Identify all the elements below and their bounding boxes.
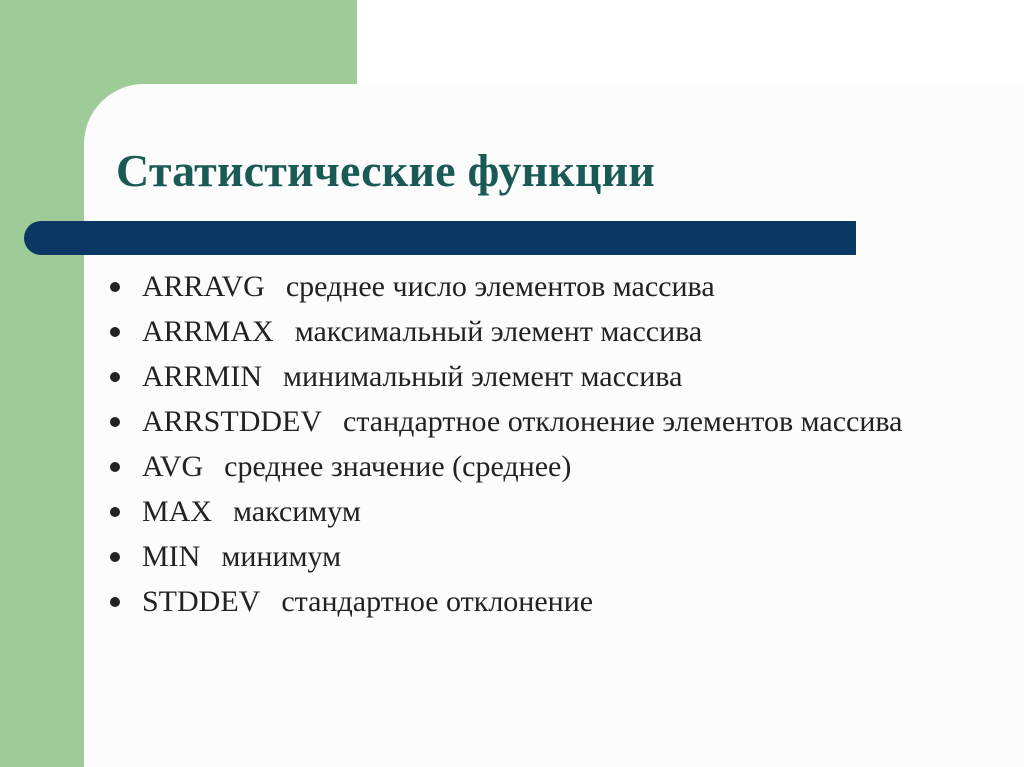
function-name: STDDEV	[142, 585, 261, 618]
function-name: ARRMIN	[142, 360, 263, 393]
function-name: ARRMAX	[142, 315, 274, 348]
bullet-icon	[110, 327, 120, 337]
list-item-arravg	[104, 268, 904, 305]
list-item-avg	[104, 448, 904, 485]
list-item-stddev	[104, 583, 904, 620]
function-name: ARRAVG	[142, 270, 265, 303]
bullet-icon	[110, 552, 120, 562]
list-item-arrstddev	[104, 403, 904, 440]
function-description: минимальный элемент массива	[283, 360, 683, 393]
list-item-arrmax	[104, 313, 904, 350]
bullet-icon	[110, 507, 120, 517]
bullet-icon	[110, 462, 120, 472]
bullet-icon	[110, 372, 120, 382]
function-name: ARRSTDDEV	[142, 405, 323, 438]
function-description: среднее значение (среднее)	[224, 450, 572, 483]
bullet-icon	[110, 417, 120, 427]
list-item-min	[104, 538, 904, 575]
function-description: максимум	[233, 495, 361, 528]
function-name: MAX	[142, 495, 213, 528]
list-item-max	[104, 493, 904, 530]
function-description: стандартное отклонение элементов массива	[343, 405, 903, 438]
function-description: максимальный элемент массива	[294, 315, 703, 348]
function-description: среднее число элементов массива	[285, 270, 715, 303]
function-name: MIN	[142, 540, 201, 573]
bullet-icon	[110, 282, 120, 292]
list-item-arrmin	[104, 358, 904, 395]
function-description: минимум	[221, 540, 342, 573]
function-list	[104, 268, 904, 628]
bullet-icon	[110, 597, 120, 607]
slide-title: Статистические функции	[116, 145, 656, 196]
function-description: стандартное отклонение	[281, 585, 594, 618]
function-name: AVG	[142, 450, 204, 483]
title-underline-bar	[24, 221, 856, 255]
